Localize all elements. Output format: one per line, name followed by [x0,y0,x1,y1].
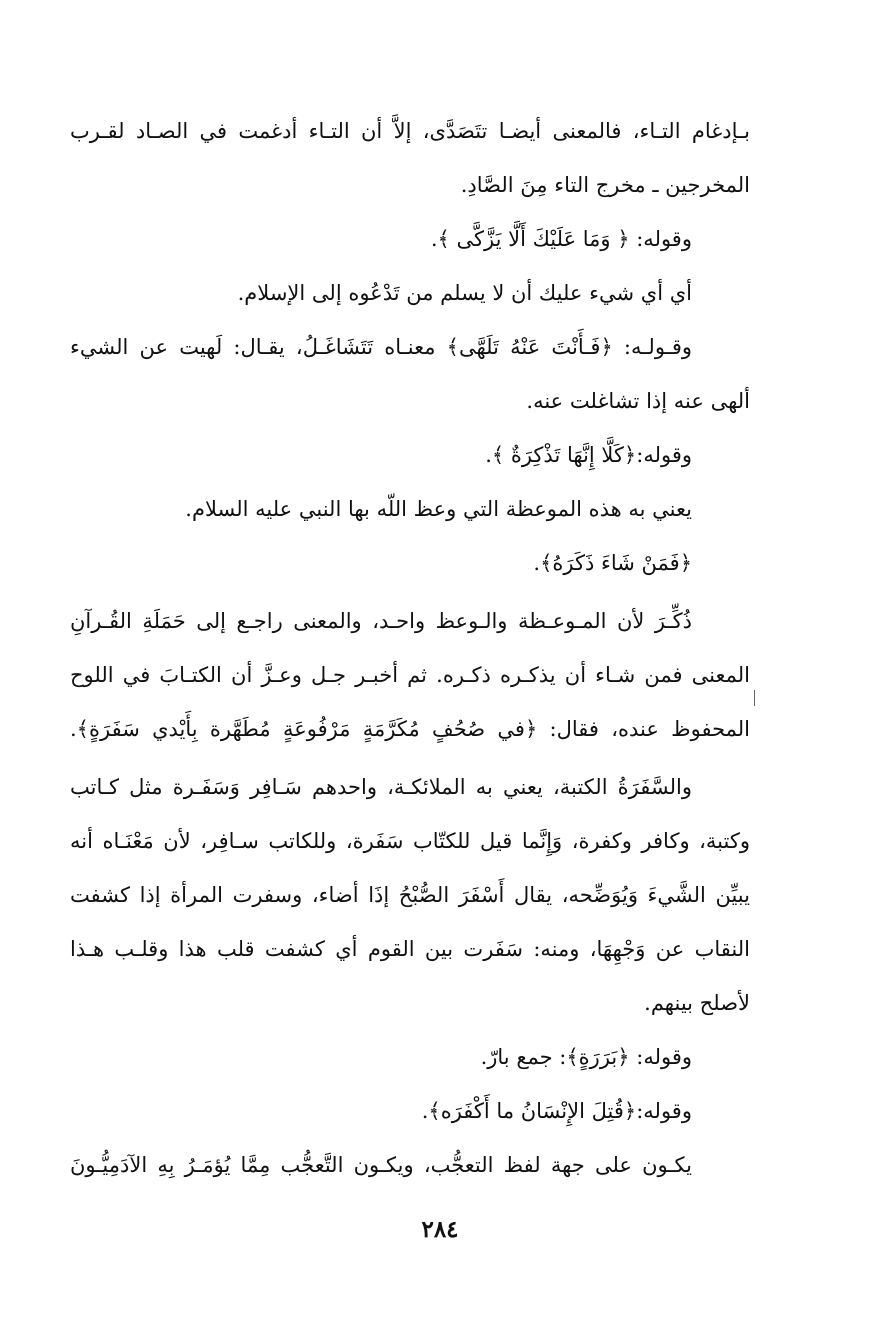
text-line: بـإدغام التـاء، فالمعنى أيضـا تتَصَدَّى، إلاَّ أن التـاء أدغمت في الصـاد لقـرب [70,119,750,143]
text-line: المعنى فمن شـاء أن يذكـره ذكـره. ثم أخبـر جـل وعـزَّ أن الكتـابَ في اللوح [70,663,750,687]
margin-mark [754,690,755,706]
text-line: ألهى عنه إذا تشاغلت عنه. [526,389,750,413]
text-line: يكـون على جهة لفظ التعجُّب، ويكـون التَّعجُّب مِمَّا يُؤمَـرُ بِهِ الآدَمِيُّـونَ [70,1153,692,1177]
text-line: المحفوظ عنده، فقال: ﴿في صُحُفٍ مُكَرَّمَةٍ مَرْفُوعَةٍ مُطَهَّرة بِأَيْدي سَفَرَةٍ﴾. [70,717,750,741]
text-line: وقوله:﴿كَلَّا إِنَّهَا تَذْكِرَةٌ ﴾. [485,443,692,467]
text-line: يعني به هذه الموعظة التي وعظ اللّه بها النبي عليه السلام. [185,497,692,521]
text-line: وقوله: ﴿ وَمَا عَلَيْكَ أَلَّا يَزَّكَّى ﴾. [430,227,692,251]
text-line: ﴿فَمَنْ شَاءَ ذَكَرَهُ﴾. [533,551,692,575]
text-line: وقوله: ﴿بَرَرَةٍ﴾: جمع بارّ. [480,1045,692,1069]
page-number: ٢٨٤ [421,1216,459,1243]
text-line: وقوله:﴿قُتِلَ الإِنْسَانُ ما أَكْفَرَه﴾. [421,1099,692,1123]
text-line: أي أي شيء عليك أن لا يسلم من تَدْعُوه إلى الإسلام. [237,281,692,305]
text-line: والسَّفَرَةُ الكتبة، يعني به الملائكـة، واحدهم سَـافِر وَسَفَـرة مثل كـاتب [70,775,692,799]
text-line: ذُكِّـرَ لأن المـوعـظة والـوعظ واحـد، والمعنى راجـع إلى حَمَلَةِ القُـرآنِ [70,609,692,633]
text-line: لأصلح بينهم. [644,991,750,1015]
text-line: وقـولـه: ﴿فَـأَنْتَ عَنْهُ تَلَهَّى﴾ معنـاه تَتَشَاغَـلُ، يقـال: لَهيت عن الشيء [70,335,692,359]
text-line: يبيِّن الشَّيءَ وَيُوَضِّحه، يقال أَسْفَرَ الصُّبْحُ إذَا أضاء، وسفرت المرأة إذا كشفت [70,883,750,907]
text-line: النقاب عن وَجْهِهَا، ومنه: سَفَرت بين القوم أي كشفت قلب هذا وقلـب هـذا [70,937,750,961]
text-line: المخرجين ـ مخرج التاء مِنَ الصَّادِ. [460,173,750,197]
page-body [70,104,750,1192]
text-line: وكتبة، وكافر وكفرة، وَإِنَّما قيل للكتّاب سَفَرة، وللكاتب سـافِر، لأن مَعْنَـاه أنه [70,829,750,853]
